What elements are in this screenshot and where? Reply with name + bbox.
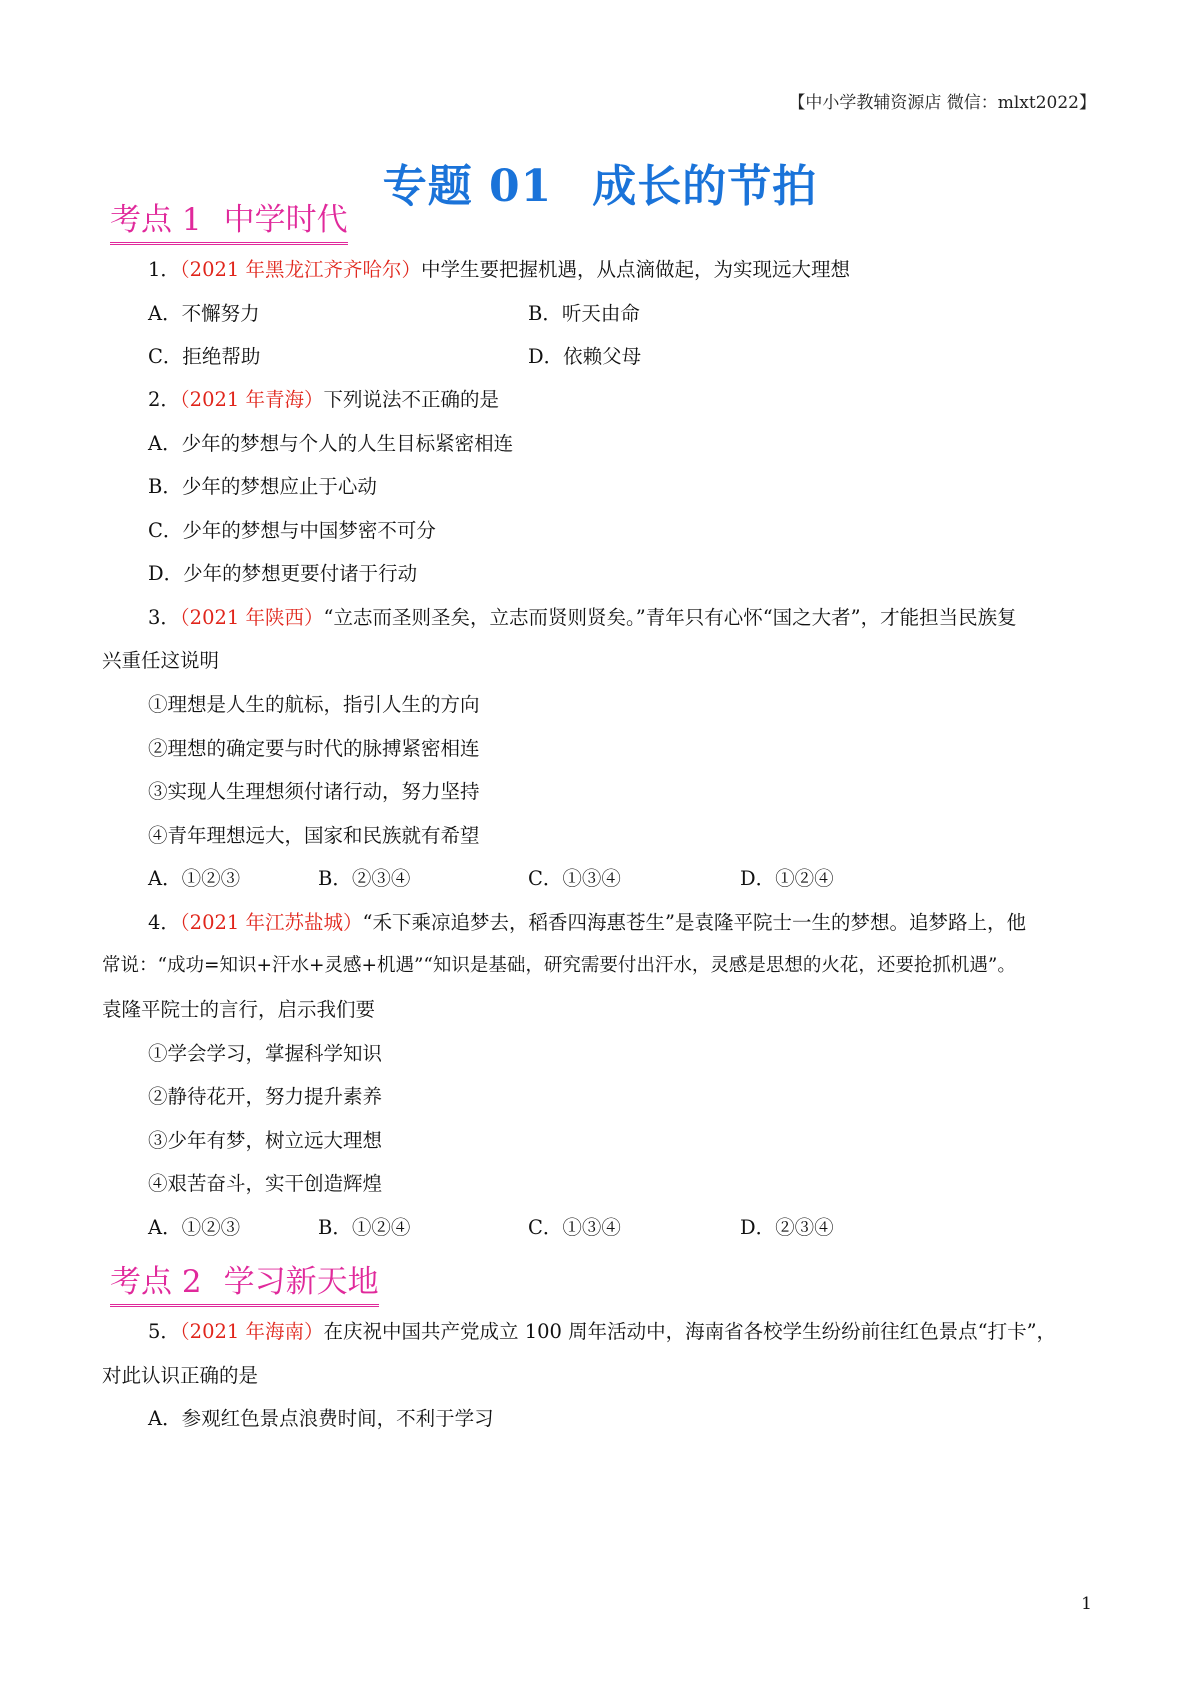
question-number: 1．: [148, 258, 180, 281]
question-5-stem-line-2: 对此认识正确的是: [102, 1364, 259, 1387]
question-number: 5．: [148, 1320, 180, 1343]
question-3-statement-2: ②理想的确定要与时代的脉搏紧密相连: [148, 737, 480, 760]
question-1-option-a: A．不懈努力: [148, 302, 260, 325]
question-4-statement-4: ④艰苦奋斗，实干创造辉煌: [148, 1172, 383, 1195]
question-text: 中学生要把握机遇，从点滴做起，为实现远大理想: [421, 258, 851, 281]
title-part-1: 专题 01: [382, 161, 553, 212]
question-5-option-a: A．参观红色景点浪费时间，不利于学习: [148, 1407, 494, 1430]
title-part-2: 成长的节拍: [592, 161, 818, 212]
section-heading-2: [110, 1262, 379, 1307]
question-3-option-a: A．①②③: [148, 867, 241, 890]
question-2-option-d: D．少年的梦想更要付诸于行动: [148, 562, 418, 585]
section-name: 学习新天地: [223, 1264, 379, 1300]
question-2-option-a: A．少年的梦想与个人的人生目标紧密相连: [148, 432, 514, 455]
question-1-option-d: D．依赖父母: [528, 345, 642, 368]
question-number: 2．: [148, 388, 180, 411]
question-4-statement-2: ②静待花开，努力提升素养: [148, 1085, 383, 1108]
question-source: （2021 年青海）: [179, 388, 324, 411]
question-4-option-d: D．②③④: [740, 1216, 834, 1239]
question-3-stem-line-1: [148, 604, 1017, 632]
question-text: 下列说法不正确的是: [323, 388, 500, 411]
question-source: （2021 年海南）: [179, 1320, 324, 1343]
question-1-option-b: B．听天由命: [528, 302, 640, 325]
question-text: 在庆祝中国共产党成立 100 周年活动中，海南省各校学生纷纷前往红色景点“打卡”，: [323, 1320, 1057, 1343]
question-1-stem: [148, 256, 850, 284]
question-4-option-a: A．①②③: [148, 1216, 241, 1239]
question-4-statement-1: ①学会学习，掌握科学知识: [148, 1042, 383, 1065]
question-1-option-c: C．拒绝帮助: [148, 345, 261, 368]
question-3-statement-4: ④青年理想远大，国家和民族就有希望: [148, 824, 480, 847]
question-number: 3．: [148, 606, 180, 629]
question-number: 4．: [148, 911, 180, 934]
page-number: 1: [1081, 1594, 1092, 1614]
question-source: （2021 年陕西）: [179, 606, 324, 629]
question-4-statement-3: ③少年有梦，树立远大理想: [148, 1129, 383, 1152]
question-3-option-d: D．①②④: [740, 867, 834, 890]
question-2-stem: [148, 386, 499, 414]
question-2-option-b: B．少年的梦想应止于心动: [148, 475, 377, 498]
question-3-option-b: B．②③④: [318, 867, 411, 890]
question-3-statement-1: ①理想是人生的航标，指引人生的方向: [148, 693, 480, 716]
question-4-option-c: C．①③④: [528, 1216, 621, 1239]
question-3-stem-line-2: 兴重任这说明: [102, 649, 220, 672]
header-note: 【中小学教辅资源店 微信：mlxt2022】: [788, 93, 1096, 113]
question-text: “禾下乘凉追梦去，稻香四海惠苍生”是袁隆平院士一生的梦想。追梦路上，他: [362, 911, 1026, 934]
question-4-stem-line-2: 常说：“成功=知识+汗水+灵感+机遇”“知识是基础，研究需要付出汗水，灵感是思想的火花，还要抢抓机遇”。: [102, 955, 1016, 976]
section-heading-1: [110, 200, 348, 245]
section-name: 中学时代: [223, 202, 348, 238]
question-source: （2021 年黑龙江齐齐哈尔）: [179, 258, 421, 281]
question-3-statement-3: ③实现人生理想须付诸行动，努力坚持: [148, 780, 480, 803]
question-4-stem-line-3: 袁隆平院士的言行，启示我们要: [102, 998, 376, 1021]
question-3-option-c: C．①③④: [528, 867, 621, 890]
question-4-option-b: B．①②④: [318, 1216, 411, 1239]
section-label: 考点 1: [110, 202, 202, 238]
question-4-stem-line-1: [148, 909, 1026, 937]
section-label: 考点 2: [110, 1264, 202, 1300]
question-2-option-c: C．少年的梦想与中国梦密不可分: [148, 519, 436, 542]
question-5-stem-line-1: [148, 1318, 1056, 1346]
question-source: （2021 年江苏盐城）: [179, 911, 363, 934]
question-text: “立志而圣则圣矣，立志而贤则贤矣。”青年只有心怀“国之大者”，才能担当民族复: [323, 606, 1017, 629]
